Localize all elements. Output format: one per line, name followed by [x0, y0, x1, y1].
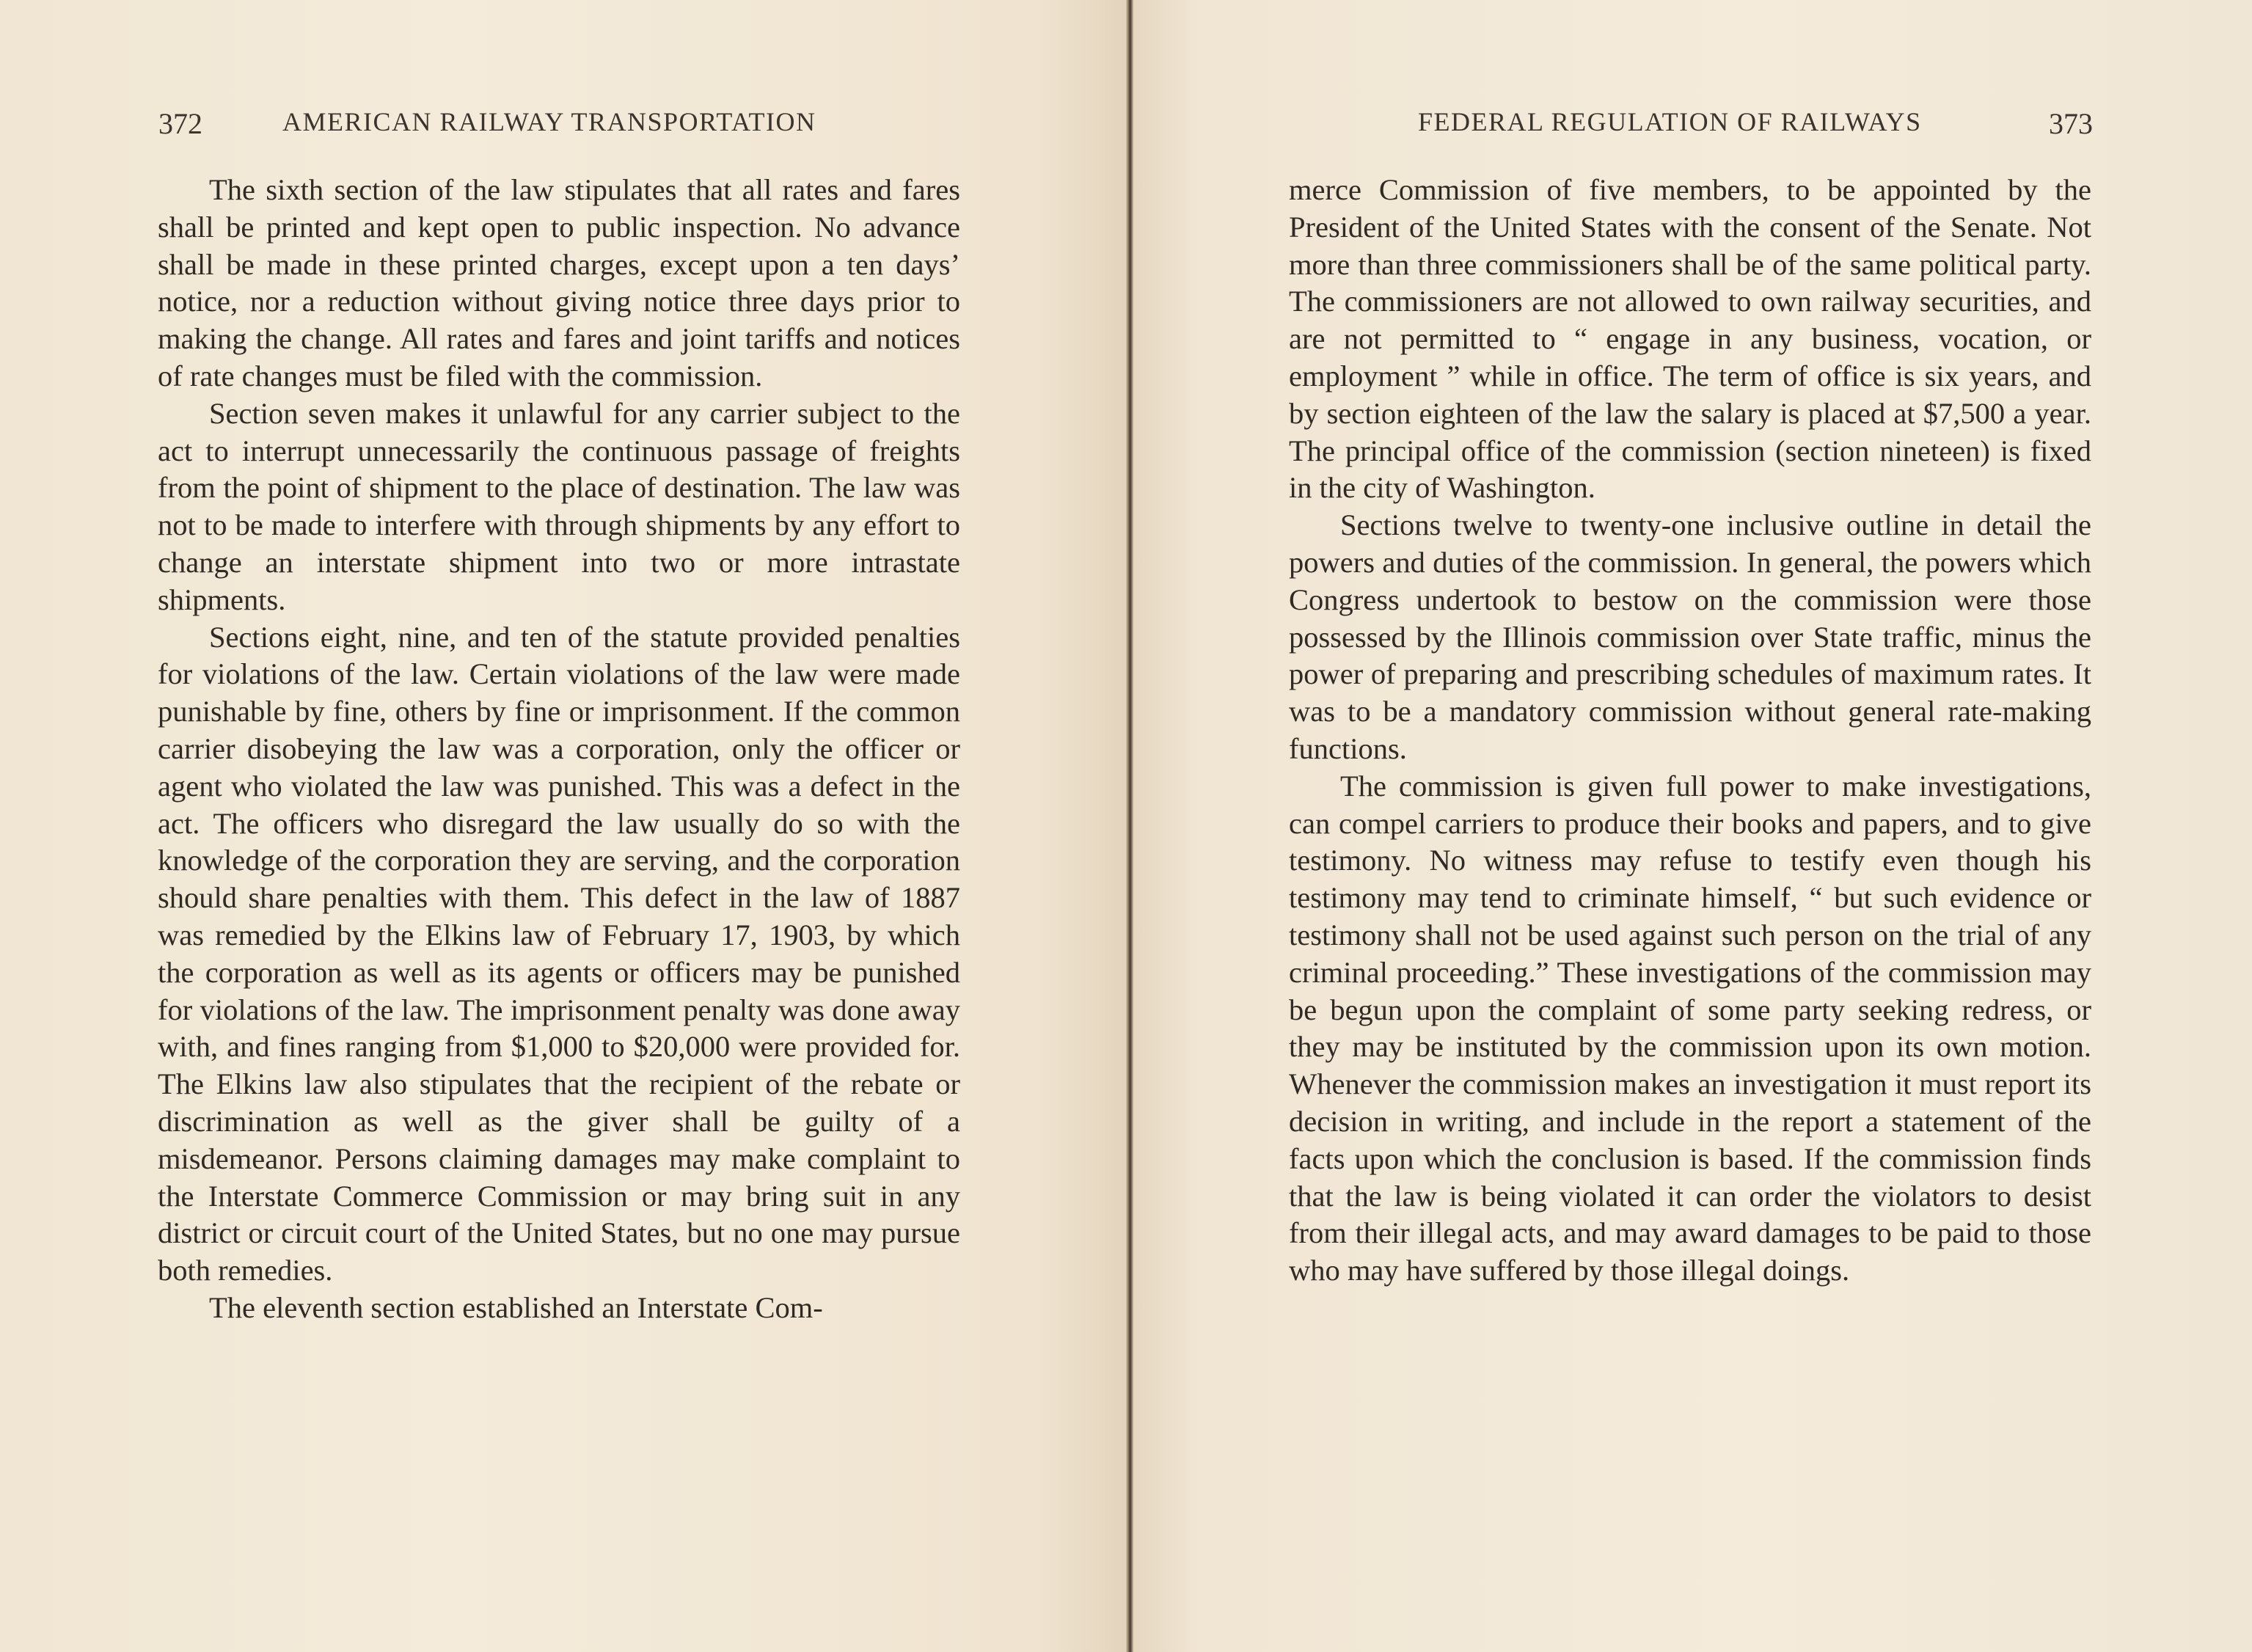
- book-gutter: [1126, 0, 1133, 1652]
- right-paragraph-2: The commission is given full power to make investigations, can compel carriers to produce their books and papers, and to give testimony. No witness may refuse to testify even though his testimony may tend to criminate himself, “ but such evidence or testimony shall not be used against such person on the trial of any criminal proceeding.” These investigations of the commission may be begun upon the complaint of some party seeking redress, or they may be instituted by the commission upon its own motion. Whenever the commission makes an investigation it must report its decision in writing, and include in the report a statement of the facts upon which the conclusion is based. If the commission finds that the law is being violated it can order the violators to desist from their illegal acts, and may award damages to be paid to those who may have suffered by those illegal doings.: [1289, 769, 2091, 1287]
- right-paragraph-continued: merce Commission of five members, to be appointed by the President of the United States with the consent of the Senate. Not more than three commissioners shall be of the same political party. The commissioners are not allowed to own railway securities, and are not permitted to “ engage in any business, vocation, or employment ” while in office. The term of office is six years, and by section eighteen of the law the salary is placed at $7,500 a year. The principal office of the commission (section nineteen) is fixed in the city of Washington.: [1289, 173, 2091, 505]
- left-paragraph-4: The eleventh section established an Interstate Com-: [209, 1290, 823, 1324]
- left-paragraph-3: Sections eight, nine, and ten of the statute provided penalties for violations of the law. Certain violations of the law were made punishable by fine, others by fine or imprisonment. If the common carrier disobeying the law was a corporation, only the officer or agent who violated the law was punished. This was a defect in the act. The officers who disregard the law usually do so with the knowledge of the corporation they are serving, and the corporation should share penalties with them. This defect in the law of 1887 was remedied by the Elkins law of February 17, 1903, by which the corporation as well as its agents or officers may be punished for violations of the law. The imprisonment penalty was done away with, and fines ranging from $1,000 to $20,000 were provided for. The Elkins law also stipulates that the recipient of the rebate or discrimination as well as the giver shall be guilty of a misdemeanor. Persons claiming damages may make complaint to the Interstate Commerce Commission or may bring suit in any district or circuit court of the United States, but no one may pursue both remedies.: [158, 620, 960, 1287]
- left-paragraph-1: The sixth section of the law stipulates that all rates and fares shall be printed and kept open to public inspection. No advance shall be made in these printed charges, except upon a ten days’ notice, nor a reduction without giving notice three days prior to making the change. All rates and fares and joint tariffs and notices of rate changes must be filed with the commission.: [158, 173, 960, 392]
- right-page-number: 373: [2049, 107, 2093, 140]
- left-page-number: 372: [158, 107, 202, 140]
- right-running-head: FEDERAL REGULATION OF RAILWAYS: [1418, 107, 1922, 136]
- left-body-text: [158, 172, 960, 1327]
- right-body-text: [1289, 172, 2091, 1290]
- left-running-head: AMERICAN RAILWAY TRANSPORTATION: [282, 107, 816, 136]
- left-paragraph-2: Section seven makes it unlawful for any carrier subject to the act to interrupt unnecessarily the continuous passage of freights from the point of shipment to the place of destination. The law was not to be made to interfere with through shipments by any effort to change an interstate shipment into two or more intrastate shipments.: [158, 396, 960, 616]
- right-paragraph-1: Sections twelve to twenty-one inclusive outline in detail the powers and duties of the commission. In general, the powers which Congress undertook to bestow on the commission were those possessed by the Illinois commission over State traffic, minus the power of preparing and prescribing schedules of maximum rates. It was to be a mandatory commission without general rate-making functions.: [1289, 508, 2091, 765]
